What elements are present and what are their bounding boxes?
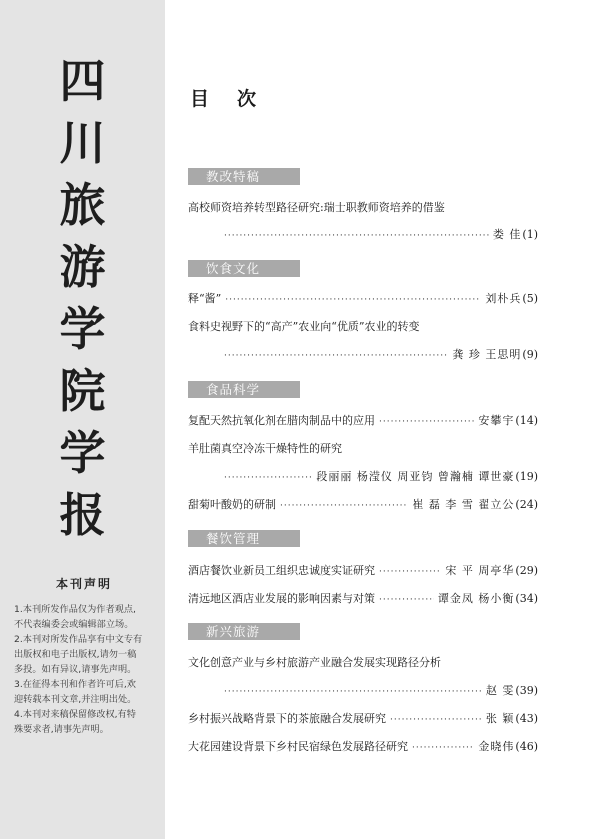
page-number: (19): [515, 470, 538, 483]
toc-entry[interactable]: [188, 710, 538, 728]
journal-title: [0, 50, 165, 546]
journal-title-char: 学: [59, 302, 106, 356]
leader-dots: [379, 591, 434, 609]
article-title: 酒店餐饮业新员工组织忠诚度实证研究: [188, 564, 375, 577]
leader-dots: [379, 563, 441, 581]
toc-entry[interactable]: [188, 654, 538, 672]
leader-dots: [412, 739, 474, 757]
statement-line: 1.本刊所发作品仅为作者观点,: [14, 604, 136, 615]
statement-line: 2.本刊对所发作品享有中文专有: [14, 634, 143, 645]
journal-title-char: 川: [59, 116, 106, 170]
journal-title-char: 学: [59, 426, 106, 480]
toc-title: 目次: [190, 88, 285, 110]
leader-dots: [379, 413, 474, 431]
article-author: 安攀宇: [478, 414, 515, 427]
statement-line: 殊要求者,请事先声明。: [14, 724, 109, 735]
page-number: (24): [515, 498, 538, 511]
toc-entry[interactable]: [188, 440, 538, 458]
section-name: 食品科学: [206, 382, 261, 397]
article-title: 文化创意产业与乡村旅游产业融合发展实现路径分析: [188, 656, 441, 669]
article-author: 段丽丽 杨滢仪 周亚钧 曾瀚楠 谭世豪: [316, 470, 515, 483]
toc-entry[interactable]: [188, 318, 538, 336]
statement-title: 本刊声明: [55, 577, 112, 591]
article-author: 崔 磊 李 雪 翟立公: [412, 498, 515, 511]
section-name: 新兴旅游: [206, 624, 261, 639]
article-title: 羊肚菌真空冷冻干燥特性的研究: [188, 442, 342, 455]
statement-line: 3.在征得本刊和作者许可后,欢: [14, 679, 136, 690]
sidebar: [0, 0, 165, 839]
article-title: 食料史视野下的“高产”农业向“优质”农业的转变: [188, 320, 420, 333]
journal-title-char: 院: [59, 364, 106, 418]
section-name: 饮食文化: [206, 261, 261, 276]
article-author: 赵 雯: [485, 684, 515, 697]
section-header: [188, 260, 300, 277]
leader-dots: [224, 469, 312, 487]
statement-line: 多投。如有异议,请事先声明。: [14, 664, 137, 675]
page-number: (29): [515, 564, 538, 577]
article-title: 甜菊叶酸奶的研制: [188, 498, 276, 511]
article-author: 娄 佳: [492, 228, 522, 241]
article-author: 张 颖: [485, 712, 515, 725]
page-number: (43): [515, 712, 538, 725]
journal-title-char: 四: [59, 54, 106, 108]
article-author: 金晓伟: [478, 740, 515, 753]
section-name: 教改特稿: [206, 169, 261, 184]
article-author: 刘朴兵: [485, 292, 522, 305]
journal-title-char: 报: [59, 488, 106, 542]
statement-line: 出版权和电子出版权,请勿一稿: [14, 649, 137, 660]
page-number: (46): [515, 740, 538, 753]
page-number: (14): [515, 414, 538, 427]
article-author: 宋 平 周亭华: [445, 564, 515, 577]
article-title: 高校师资培养转型路径研究:瑞士职教师资培养的借鉴: [188, 201, 445, 214]
leader-dots: [280, 497, 408, 515]
leader-dots: [390, 711, 482, 729]
toc-entry[interactable]: [188, 562, 538, 580]
article-author: 谭金凤 杨小衡: [437, 592, 515, 605]
section-name: 餐饮管理: [206, 531, 261, 546]
section-header: [188, 381, 300, 398]
journal-title-char: 游: [59, 240, 106, 294]
page-number: (1): [522, 228, 538, 241]
leader-dots: [224, 683, 482, 701]
statement-line: 迎转载本刊文章,并注明出处。: [14, 694, 137, 705]
toc-entry[interactable]: [188, 412, 538, 430]
statement-line: 4.本刊对来稿保留修改权,有特: [14, 709, 136, 720]
article-author: 龚 珍 王思明: [452, 348, 522, 361]
journal-statement: [14, 575, 154, 737]
toc-entry[interactable]: [220, 468, 538, 486]
article-title: 释“酱”: [188, 292, 222, 305]
section-header: [188, 623, 300, 640]
leader-dots: [225, 291, 481, 309]
leader-dots: [224, 227, 489, 245]
page-number: (34): [515, 592, 538, 605]
section-header: [188, 168, 300, 185]
toc-entry[interactable]: [188, 199, 538, 217]
article-title: 复配天然抗氧化剂在腊肉制品中的应用: [188, 414, 375, 427]
toc-entry[interactable]: [220, 226, 538, 244]
page-number: (5): [522, 292, 538, 305]
leader-dots: [224, 347, 448, 365]
page-number: (9): [522, 348, 538, 361]
journal-title-char: 旅: [59, 178, 106, 232]
toc-entry[interactable]: [188, 590, 538, 608]
toc-entry[interactable]: [220, 346, 538, 364]
toc-entry[interactable]: [220, 682, 538, 700]
toc-entry[interactable]: [188, 738, 538, 756]
toc-entry[interactable]: [188, 496, 538, 514]
statement-line: 不代表编委会或编辑部立场。: [14, 619, 134, 630]
article-title: 大花园建设背景下乡村民宿绿色发展路径研究: [188, 740, 408, 753]
page-number: (39): [515, 684, 538, 697]
toc-entry[interactable]: [188, 290, 538, 308]
article-title: 乡村振兴战略背景下的茶旅融合发展研究: [188, 712, 386, 725]
article-title: 清远地区酒店业发展的影响因素与对策: [188, 592, 375, 605]
section-header: [188, 530, 300, 547]
